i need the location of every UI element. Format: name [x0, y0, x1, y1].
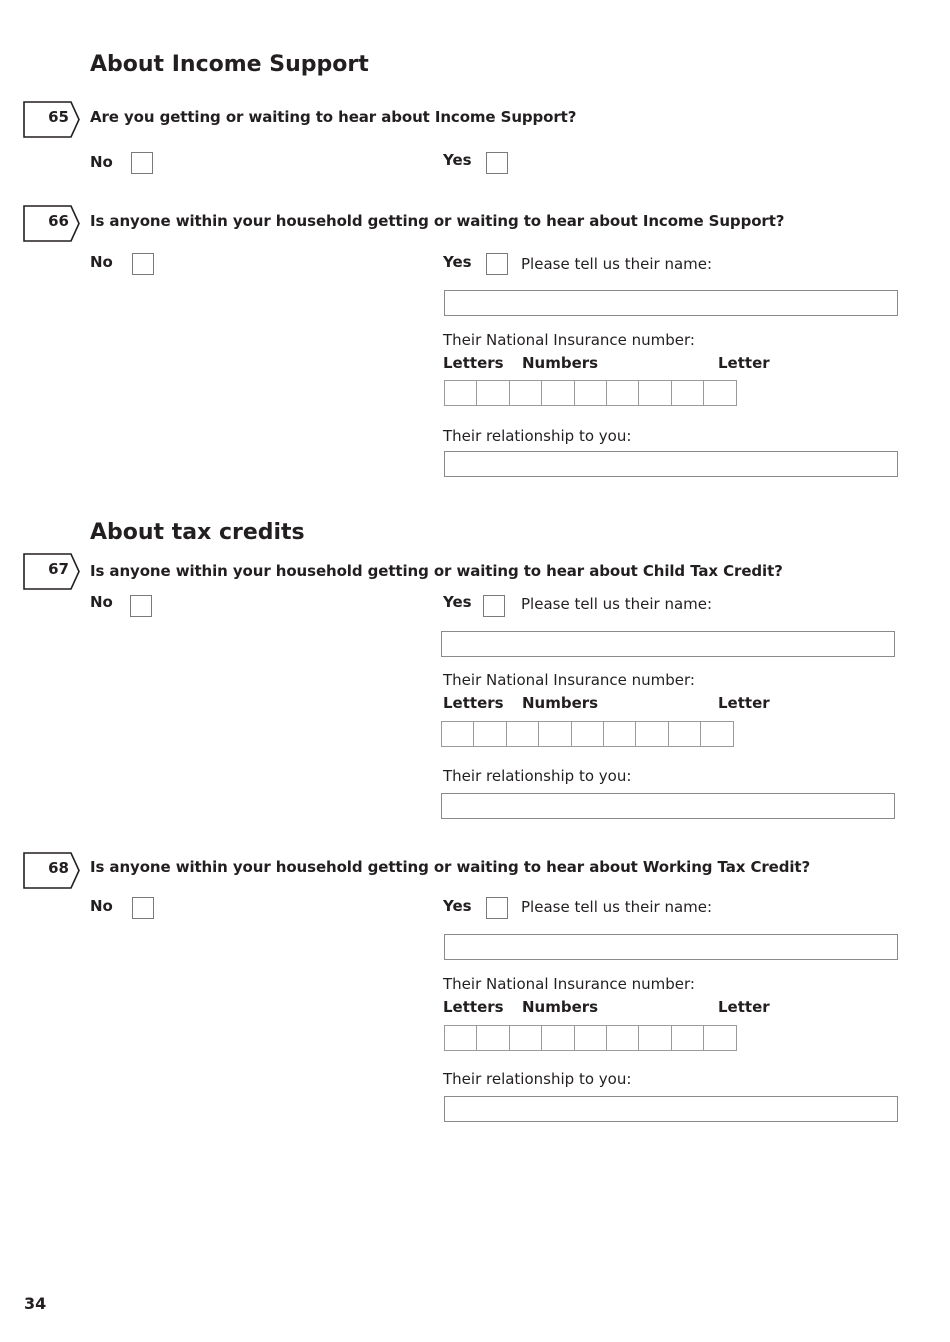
- ni-cell[interactable]: [476, 380, 510, 406]
- q68-ni-label: Their National Insurance number:: [443, 975, 695, 993]
- ni-cell[interactable]: [506, 721, 540, 747]
- q65-yes-label: Yes: [443, 151, 472, 169]
- section-title-tax-credits: About tax credits: [90, 520, 305, 545]
- q67-yes-checkbox[interactable]: [483, 595, 505, 617]
- q67-ni-number-input[interactable]: [441, 721, 733, 747]
- question-number-badge: [23, 852, 79, 888]
- question-number: 66: [48, 212, 69, 230]
- ni-cell[interactable]: [574, 1025, 608, 1051]
- section-title-income-support: About Income Support: [90, 52, 369, 77]
- ni-cell[interactable]: [703, 380, 737, 406]
- q67-name-prompt: Please tell us their name:: [521, 595, 713, 613]
- q68-no-label: No: [90, 897, 113, 915]
- q66-name-input[interactable]: [444, 290, 898, 316]
- q66-name-prompt: Please tell us their name:: [521, 255, 713, 273]
- q66-ni-letter-label: Letter: [718, 354, 770, 372]
- q67-relationship-input[interactable]: [441, 793, 895, 819]
- ni-cell[interactable]: [476, 1025, 510, 1051]
- q66-ni-label: Their National Insurance number:: [443, 331, 695, 349]
- q68-ni-numbers-label: Numbers: [522, 998, 599, 1016]
- ni-cell[interactable]: [444, 1025, 478, 1051]
- ni-cell[interactable]: [671, 1025, 705, 1051]
- q67-ni-letters-label: Letters: [443, 694, 504, 712]
- q67-ni-numbers-label: Numbers: [522, 694, 599, 712]
- ni-cell[interactable]: [635, 721, 669, 747]
- ni-cell[interactable]: [603, 721, 637, 747]
- question-number-badge: [23, 101, 79, 137]
- question-number-badge: [23, 205, 79, 241]
- q65-yes-checkbox[interactable]: [486, 152, 508, 174]
- q66-yes-label: Yes: [443, 253, 472, 271]
- ni-cell[interactable]: [671, 380, 705, 406]
- ni-cell[interactable]: [441, 721, 475, 747]
- question-number: 65: [48, 108, 69, 126]
- page-number: 34: [24, 1294, 47, 1313]
- q68-name-prompt: Please tell us their name:: [521, 898, 713, 916]
- question-number: 67: [48, 560, 69, 578]
- q68-yes-checkbox[interactable]: [486, 897, 508, 919]
- q66-yes-checkbox[interactable]: [486, 253, 508, 275]
- ni-cell[interactable]: [538, 721, 572, 747]
- q68-relationship-input[interactable]: [444, 1096, 898, 1122]
- question-number-badge: [23, 553, 79, 589]
- ni-cell[interactable]: [571, 721, 605, 747]
- ni-cell[interactable]: [444, 380, 478, 406]
- q66-no-label: No: [90, 253, 113, 271]
- ni-cell[interactable]: [606, 1025, 640, 1051]
- q68-ni-letter-label: Letter: [718, 998, 770, 1016]
- q68-no-checkbox[interactable]: [132, 897, 154, 919]
- q67-no-label: No: [90, 593, 113, 611]
- q68-ni-number-input[interactable]: [444, 1025, 736, 1051]
- ni-cell[interactable]: [574, 380, 608, 406]
- question-66-text: Is anyone within your household getting or waiting to hear about Income Support?: [90, 212, 785, 230]
- ni-cell[interactable]: [509, 380, 543, 406]
- ni-cell[interactable]: [541, 380, 575, 406]
- q65-no-label: No: [90, 153, 113, 171]
- question-65-text: Are you getting or waiting to hear about Income Support?: [90, 108, 577, 126]
- ni-cell[interactable]: [509, 1025, 543, 1051]
- q66-no-checkbox[interactable]: [132, 253, 154, 275]
- q65-no-checkbox[interactable]: [131, 152, 153, 174]
- question-68-text: Is anyone within your household getting or waiting to hear about Working Tax Credit?: [90, 858, 811, 876]
- q66-ni-numbers-label: Numbers: [522, 354, 599, 372]
- q68-relationship-label: Their relationship to you:: [443, 1070, 632, 1088]
- q67-name-input[interactable]: [441, 631, 895, 657]
- ni-cell[interactable]: [638, 1025, 672, 1051]
- ni-cell[interactable]: [668, 721, 702, 747]
- ni-cell[interactable]: [473, 721, 507, 747]
- q67-ni-letter-label: Letter: [718, 694, 770, 712]
- q67-ni-label: Their National Insurance number:: [443, 671, 695, 689]
- q67-relationship-label: Their relationship to you:: [443, 767, 632, 785]
- ni-cell[interactable]: [700, 721, 734, 747]
- ni-cell[interactable]: [703, 1025, 737, 1051]
- question-67-text: Is anyone within your household getting or waiting to hear about Child Tax Credit?: [90, 562, 783, 580]
- q67-no-checkbox[interactable]: [130, 595, 152, 617]
- q66-ni-number-input[interactable]: [444, 380, 736, 406]
- q66-relationship-input[interactable]: [444, 451, 898, 477]
- q66-relationship-label: Their relationship to you:: [443, 427, 632, 445]
- q68-yes-label: Yes: [443, 897, 472, 915]
- q66-ni-letters-label: Letters: [443, 354, 504, 372]
- q68-ni-letters-label: Letters: [443, 998, 504, 1016]
- question-number: 68: [48, 859, 69, 877]
- q68-name-input[interactable]: [444, 934, 898, 960]
- q67-yes-label: Yes: [443, 593, 472, 611]
- ni-cell[interactable]: [606, 380, 640, 406]
- ni-cell[interactable]: [541, 1025, 575, 1051]
- ni-cell[interactable]: [638, 380, 672, 406]
